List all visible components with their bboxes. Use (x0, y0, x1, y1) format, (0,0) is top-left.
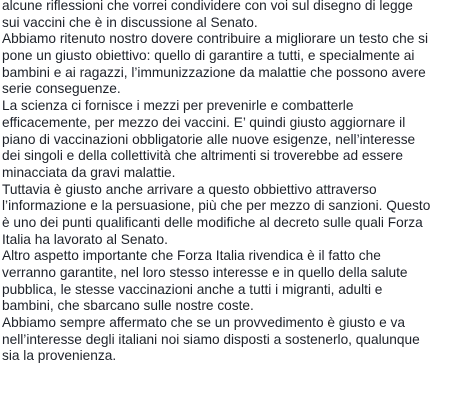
text-line: pone un giusto obiettivo: quello di garantire a tutti, e specialmente ai (2, 48, 415, 64)
text-line: bambini e ai ragazzi, l’immunizzazione da malattie che possono avere (2, 64, 426, 80)
text-line: minacciata da gravi malattie. (2, 164, 176, 180)
text-line: Tuttavia è giusto anche arrivare a questo obbiettivo attraverso (2, 181, 377, 197)
text-line: dei singoli e della collettività che altrimenti si troverebbe ad essere (2, 148, 403, 164)
text-line: alcune riflessioni che vorrei condividere con voi sul disegno di legge (2, 0, 413, 13)
text-line: Abbiamo sempre affermato che se un provvedimento è giusto e va (2, 315, 405, 331)
text-line: Italia ha lavorato al Senato. (2, 231, 168, 247)
text-line: verranno garantite, nel loro stesso interesse e in quello della salute (2, 265, 408, 280)
text-line: l’informazione e la persuasione, più che per mezzo di sanzioni. Questo (2, 198, 431, 214)
text-line: nell’interesse degli italiani noi siamo disposti a sostenerlo, qualunque (2, 331, 420, 347)
text-line: piano di vaccinazioni obbligatorie alle nuove esigenze, nell’interesse (2, 131, 416, 147)
text-line: bambini, che sbarcano sulle nostre coste. (2, 298, 254, 314)
text-line: efficacemente, per mezzo dei vaccini. E’ quindi giusto aggiornare il (2, 114, 406, 130)
text-line: pubblica, le stesse vaccinazioni anche a tutti i migranti, adulti e (2, 281, 383, 297)
text-line: serie conseguenze. (2, 81, 121, 97)
text-line: sui vaccini che è in discussione al Senato. (2, 14, 258, 30)
text-line: La scienza ci fornisce i mezzi per prevenirle e combatterle (2, 98, 354, 114)
text-line: Abbiamo ritenuto nostro dovere contribuire a migliorare un testo che si (2, 31, 429, 47)
text-line: è uno dei punti qualificanti delle modifiche al decreto sulle quali Forza (2, 214, 423, 230)
text-line: Altro aspetto importante che Forza Italia rivendica è il fatto che (2, 248, 381, 264)
text-line: sia la provenienza. (2, 348, 117, 364)
